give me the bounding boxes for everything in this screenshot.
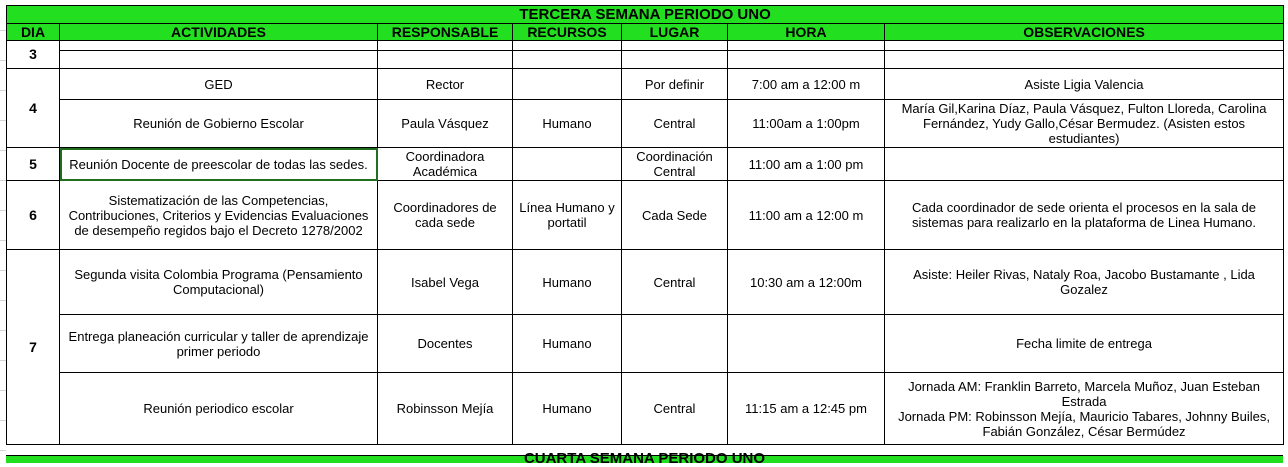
observations-cell[interactable] [885,373,1284,445]
observations-cell[interactable] [885,148,1284,181]
table-row [7,51,1284,69]
header-dia[interactable]: DIA [7,24,60,41]
empty-cell[interactable] [60,41,378,51]
resources-cell[interactable]: Humano [513,100,622,148]
observations-cell[interactable]: María Gil,Karina Díaz, Paula Vásquez, Fulton Lloreda, Carolina Fernández, Yudy Gallo,César Bermudez. (Asisten estos estudiantes) [885,100,1284,148]
activity-cell[interactable]: Reunión de Gobierno Escolar [60,100,378,148]
schedule-title[interactable]: TERCERA SEMANA PERIODO UNO [7,6,1284,24]
place-cell[interactable]: Central [622,373,728,445]
header-row [7,24,1284,41]
place-cell[interactable]: Por definir [622,69,728,100]
place-cell[interactable]: Coordinación Central [622,148,728,181]
responsible-cell[interactable]: Isabel Vega [378,250,513,315]
place-cell[interactable]: Cada Sede [622,181,728,250]
responsible-cell[interactable]: Robinsson Mejía [378,373,513,445]
title-row [7,6,1284,24]
place-cell[interactable]: Central [622,100,728,148]
empty-cell[interactable] [378,41,513,51]
day-cell[interactable]: 4 [7,69,60,148]
observations-line: Jornada AM: Franklin Barreto, Marcela Muñoz, Juan Esteban Estrada [908,378,1260,409]
empty-cell[interactable] [885,51,1284,69]
table-row [7,373,1284,445]
activity-cell[interactable]: Entrega planeación curricular y taller de aprendizaje primer periodo [60,315,378,373]
observations-cell[interactable]: Asiste Ligia Valencia [885,69,1284,100]
resources-cell[interactable] [513,148,622,181]
place-cell[interactable]: Central [622,250,728,315]
empty-cell[interactable] [885,41,1284,51]
day-cell[interactable]: 5 [7,148,60,181]
empty-cell[interactable] [378,51,513,69]
observations-cell[interactable]: Cada coordinador de sede orienta el procesos en la sala de sistemas para realizarlo en la plataforma de Linea Humano. [885,181,1284,250]
time-cell[interactable]: 11:15 am a 12:45 pm [728,373,885,445]
time-cell[interactable]: 11:00am a 1:00pm [728,100,885,148]
activity-cell-selected[interactable]: Reunión Docente de preescolar de todas las sedes. [60,148,378,181]
observations-cell[interactable]: Fecha limite de entrega [885,315,1284,373]
time-cell[interactable]: 11:00 am a 12:00 m [728,181,885,250]
empty-cell[interactable] [60,51,378,69]
table-row [7,181,1284,250]
table-row [7,315,1284,373]
responsible-cell[interactable]: Paula Vásquez [378,100,513,148]
place-cell[interactable] [622,315,728,373]
next-section-header[interactable] [6,450,1283,467]
empty-cell[interactable] [513,51,622,69]
resources-cell[interactable] [513,69,622,100]
empty-cell[interactable] [728,51,885,69]
responsible-cell[interactable]: Docentes [378,315,513,373]
table-row [7,250,1284,315]
header-lugar[interactable]: LUGAR [622,24,728,41]
resources-cell[interactable]: Humano [513,373,622,445]
day-cell[interactable]: 3 [7,41,60,69]
responsible-cell[interactable]: Rector [378,69,513,100]
table-row [7,100,1284,148]
resources-cell[interactable]: Humano [513,250,622,315]
time-cell[interactable]: 11:00 am a 1:00 pm [728,148,885,181]
activity-cell[interactable]: Sistematización de las Competencias, Contribuciones, Criterios y Evidencias Evaluaciones de desempeño regidos bajo el Decreto 1278/2002 [60,181,378,250]
time-cell[interactable]: 7:00 am a 12:00 m [728,69,885,100]
day-cell[interactable]: 6 [7,181,60,250]
observations-cell[interactable]: Asiste: Heiler Rivas, Nataly Roa, Jacobo Bustamante , Lida Gozalez [885,250,1284,315]
activity-cell[interactable]: GED [60,69,378,100]
table-row [7,148,1284,181]
table-row [7,41,1284,51]
time-cell[interactable] [728,315,885,373]
resources-cell[interactable]: Humano [513,315,622,373]
empty-cell[interactable] [728,41,885,51]
header-hora[interactable]: HORA [728,24,885,41]
header-actividades[interactable]: ACTIVIDADES [60,24,378,41]
empty-cell[interactable] [513,41,622,51]
schedule-table [6,5,1284,445]
next-section-title: CUARTA SEMANA PERIODO UNO [523,450,766,467]
responsible-cell[interactable]: Coordinadora Académica [378,148,513,181]
header-recursos[interactable]: RECURSOS [513,24,622,41]
header-responsable[interactable]: RESPONSABLE [378,24,513,41]
activity-cell[interactable]: Reunión periodico escolar [60,373,378,445]
activity-cell[interactable]: Segunda visita Colombia Programa (Pensamiento Computacional) [60,250,378,315]
day-cell[interactable]: 7 [7,250,60,445]
table-row [7,69,1284,100]
empty-cell[interactable] [622,41,728,51]
header-observaciones[interactable]: OBSERVACIONES [885,24,1284,41]
responsible-cell[interactable]: Coordinadores de cada sede [378,181,513,250]
observations-line: Jornada PM: Robinsson Mejía, Mauricio Tabares, Johnny Builes, Fabián González, César Bermúdez [898,408,1270,439]
time-cell[interactable]: 10:30 am a 12:00m [728,250,885,315]
resources-cell[interactable]: Línea Humano y portatil [513,181,622,250]
empty-cell[interactable] [622,51,728,69]
